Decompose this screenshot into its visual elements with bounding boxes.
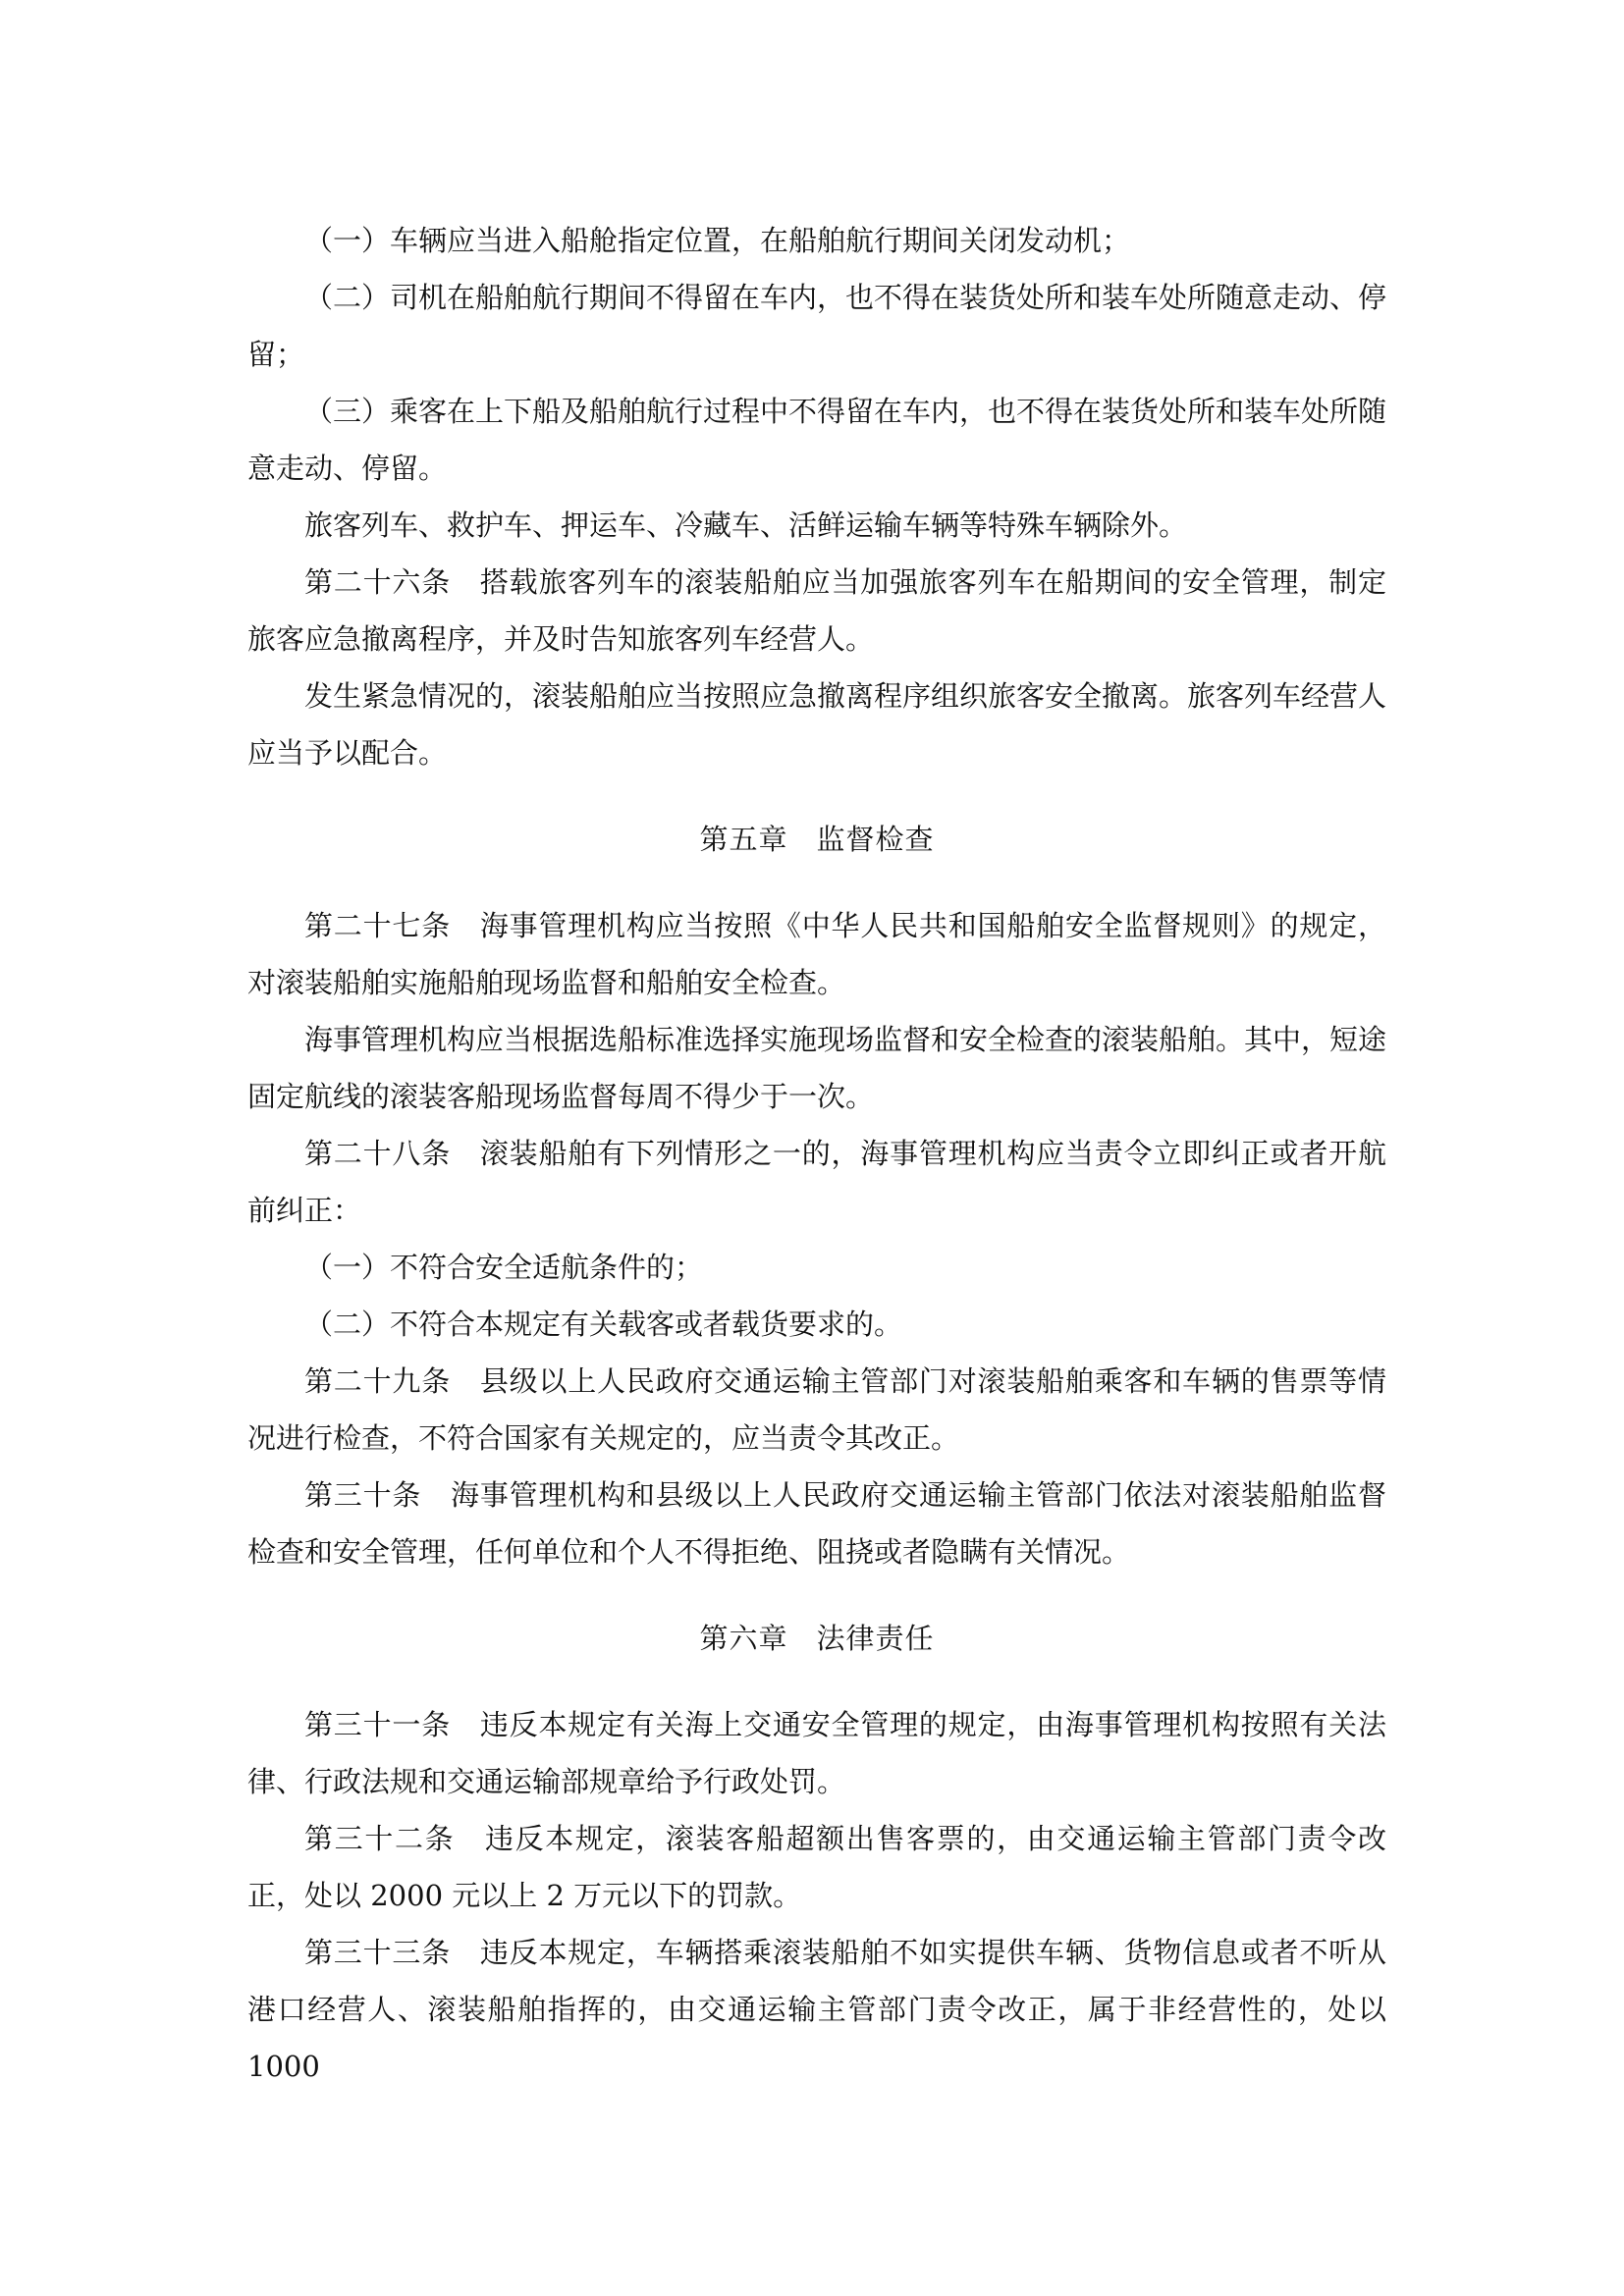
article-text: 县级以上人民政府交通运输主管部门对滚装船舶乘客和车辆的售票等情况进行检查，不符合国家有关规定的，应当责令其改正。 <box>247 1364 1386 1455</box>
article-number: 第二十六条 <box>304 565 452 599</box>
article-number: 第二十七条 <box>304 909 452 942</box>
article-text: 海事管理机构应当按照《中华人民共和国船舶安全监督规则》的规定，对滚装船舶实施船舶现场监督和船舶安全检查。 <box>247 909 1386 999</box>
article-number: 第三十三条 <box>304 1936 452 1969</box>
article-text: 违反本规定，滚装客船超额出售客票的，由交通运输主管部门责令改正，处以 2000 元以上 2 万元以下的罚款。 <box>247 1822 1386 1912</box>
article-number: 第三十二条 <box>304 1822 456 1855</box>
article-text: 滚装船舶有下列情形之一的，海事管理机构应当责令立即纠正或者开航前纠正： <box>247 1137 1386 1227</box>
chapter-5-number: 第五章 <box>699 823 788 856</box>
list-item: （一）不符合安全适航条件的； <box>304 1251 704 1284</box>
article-paragraph <box>247 1353 1386 1467</box>
article-paragraph <box>247 1810 1386 1924</box>
list-item: （二）不符合本规定有关载客或者载货要求的。 <box>304 1308 903 1341</box>
chapter-6-title: 法律责任 <box>816 1622 935 1655</box>
article-paragraph <box>247 1696 1386 1810</box>
chapter-6-heading <box>247 1610 1386 1667</box>
article-paragraph <box>247 1125 1386 1239</box>
chapter-5-title: 监督检查 <box>816 823 935 856</box>
article-text: 搭载旅客列车的滚装船舶应当加强旅客列车在船期间的安全管理，制定旅客应急撤离程序，并及时告知旅客列车经营人。 <box>247 565 1386 656</box>
article-paragraph <box>247 1467 1386 1580</box>
section-part2 <box>247 897 1386 1580</box>
body-paragraph: 旅客列车、救护车、押运车、冷藏车、活鲜运输车辆等特殊车辆除外。 <box>304 508 1188 542</box>
body-paragraph: 发生紧急情况的，滚装船舶应当按照应急撤离程序组织旅客安全撤离。旅客列车经营人应当予以配合。 <box>247 679 1387 770</box>
chapter-5-heading <box>247 811 1386 868</box>
article-text: 违反本规定，车辆搭乘滚装船舶不如实提供车辆、货物信息或者不听从港口经营人、滚装船舶指挥的，由交通运输主管部门责令改正，属于非经营性的，处以 1000 <box>247 1936 1386 2083</box>
article-paragraph <box>247 897 1386 1011</box>
chapter-6-number: 第六章 <box>699 1622 788 1655</box>
article-number: 第二十九条 <box>304 1364 452 1398</box>
section-part1 <box>247 212 1386 781</box>
article-text: 违反本规定有关海上交通安全管理的规定，由海事管理机构按照有关法律、行政法规和交通运输部规章给予行政处罚。 <box>247 1708 1386 1798</box>
article-number: 第三十一条 <box>304 1708 452 1741</box>
document-page <box>247 212 1386 2095</box>
body-paragraph: 海事管理机构应当根据选船标准选择实施现场监督和安全检查的滚装船舶。其中，短途固定航线的滚装客船现场监督每周不得少于一次。 <box>247 1023 1387 1113</box>
article-paragraph <box>247 1924 1386 2095</box>
article-paragraph <box>247 554 1386 667</box>
section-part3 <box>247 1696 1386 2095</box>
list-item: （三）乘客在上下船及船舶航行过程中不得留在车内，也不得在装货处所和装车处所随意走动、停留。 <box>247 395 1387 485</box>
article-number: 第三十条 <box>304 1478 422 1512</box>
list-item: （一）车辆应当进入船舱指定位置，在船舶航行期间关闭发动机； <box>304 224 1131 257</box>
article-text: 海事管理机构和县级以上人民政府交通运输主管部门依法对滚装船舶监督检查和安全管理，任何单位和个人不得拒绝、阻挠或者隐瞒有关情况。 <box>247 1478 1386 1569</box>
article-number: 第二十八条 <box>304 1137 452 1170</box>
list-item: （二）司机在船舶航行期间不得留在车内，也不得在装货处所和装车处所随意走动、停留； <box>247 281 1387 371</box>
